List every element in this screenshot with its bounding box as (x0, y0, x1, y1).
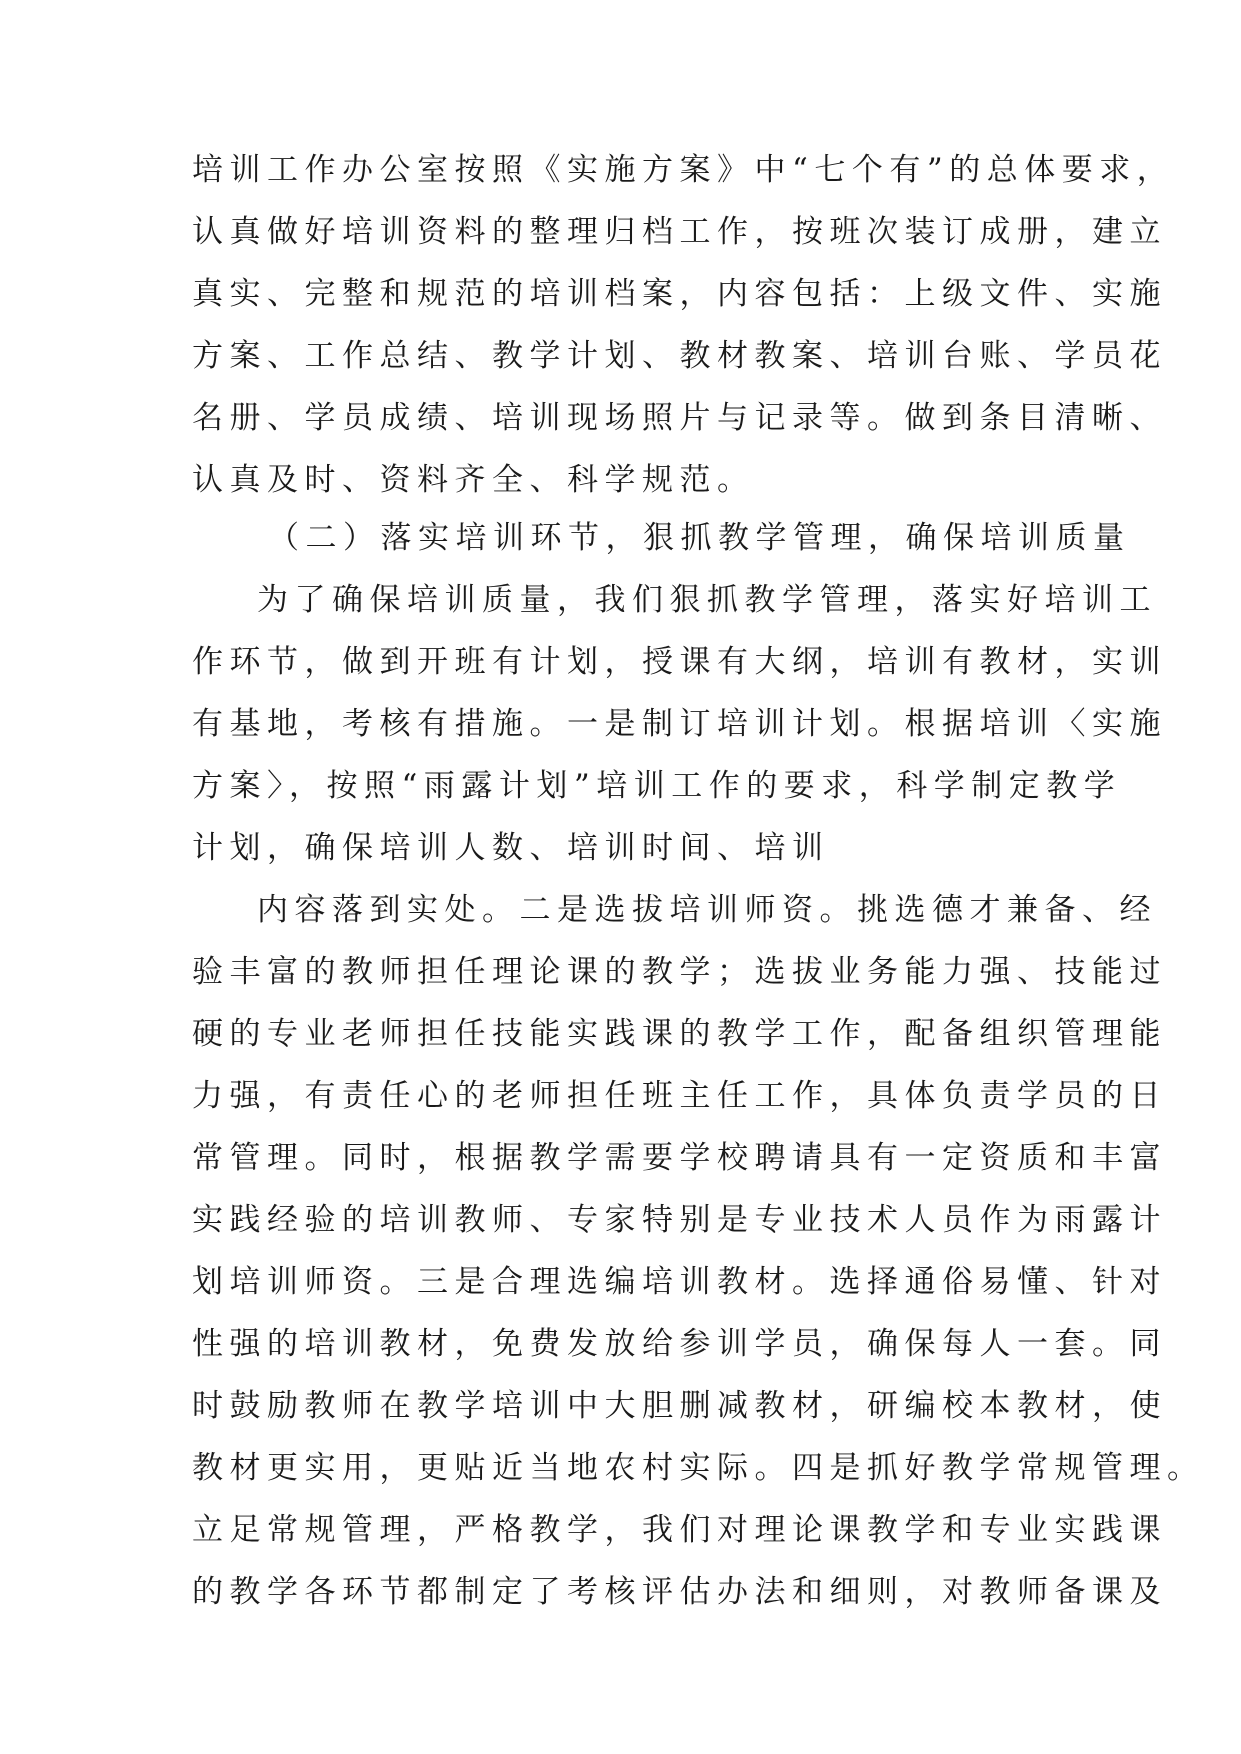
paragraph-1-line-1: 培训工作办公室按照《实施方案》中“七个有”的总体要求， (192, 152, 1175, 188)
paragraph-3-line-7: 划培训师资。三是合理选编培训教材。选择通俗易懂、针对 (192, 1264, 1167, 1300)
paragraph-3-line-4: 力强，有责任心的老师担任班主任工作，具体负责学员的日 (192, 1078, 1167, 1114)
paragraph-3-line-3: 硬的专业老师担任技能实践课的教学工作，配备组织管理能 (192, 1016, 1167, 1052)
paragraph-3-line-6: 实践经验的培训教师、专家特别是专业技术人员作为雨露计 (192, 1202, 1167, 1238)
paragraph-3-line-11: 立足常规管理，严格教学，我们对理论课教学和专业实践课 (192, 1512, 1167, 1548)
paragraph-1-line-6: 认真及时、资料齐全、科学规范。 (192, 462, 755, 498)
paragraph-3-line-1: 内容落到实处。二是选拔培训师资。挑选德才兼备、经 (257, 892, 1157, 928)
paragraph-3-line-10: 教材更实用，更贴近当地农村实际。四是抓好教学常规管理。 (192, 1450, 1205, 1486)
paragraph-2-line-1: 为了确保培训质量，我们狠抓教学管理，落实好培训工 (257, 582, 1157, 618)
paragraph-2-line-5: 计划，确保培训人数、培训时间、培训 (192, 830, 830, 866)
paragraph-3-line-2: 验丰富的教师担任理论课的教学；选拔业务能力强、技能过 (192, 954, 1167, 990)
paragraph-3-line-8: 性强的培训教材，免费发放给参训学员，确保每人一套。同 (192, 1326, 1167, 1362)
paragraph-2-line-3: 有基地，考核有措施。一是制订培训计划。根据培训〈实施 (192, 706, 1167, 742)
paragraph-3-line-5: 常管理。同时，根据教学需要学校聘请具有一定资质和丰富 (192, 1140, 1167, 1176)
paragraph-1-line-3: 真实、完整和规范的培训档案，内容包括：上级文件、实施 (192, 276, 1167, 312)
paragraph-2-line-4: 方案〉，按照“雨露计划”培训工作的要求，科学制定教学 (192, 768, 1122, 804)
paragraph-1-line-5: 名册、学员成绩、培训现场照片与记录等。做到条目清晰、 (192, 400, 1167, 436)
paragraph-1-line-4: 方案、工作总结、教学计划、教材教案、培训台账、学员花 (192, 338, 1167, 374)
section-heading: （二）落实培训环节，狠抓教学管理，确保培训质量 (268, 520, 1131, 556)
paragraph-2-line-2: 作环节，做到开班有计划，授课有大纲，培训有教材，实训 (192, 644, 1167, 680)
paragraph-3-line-12: 的教学各环节都制定了考核评估办法和细则，对教师备课及 (192, 1574, 1167, 1610)
paragraph-3-line-9: 时鼓励教师在教学培训中大胆删减教材，研编校本教材，使 (192, 1388, 1167, 1424)
paragraph-1-line-2: 认真做好培训资料的整理归档工作，按班次装订成册，建立 (192, 214, 1167, 250)
